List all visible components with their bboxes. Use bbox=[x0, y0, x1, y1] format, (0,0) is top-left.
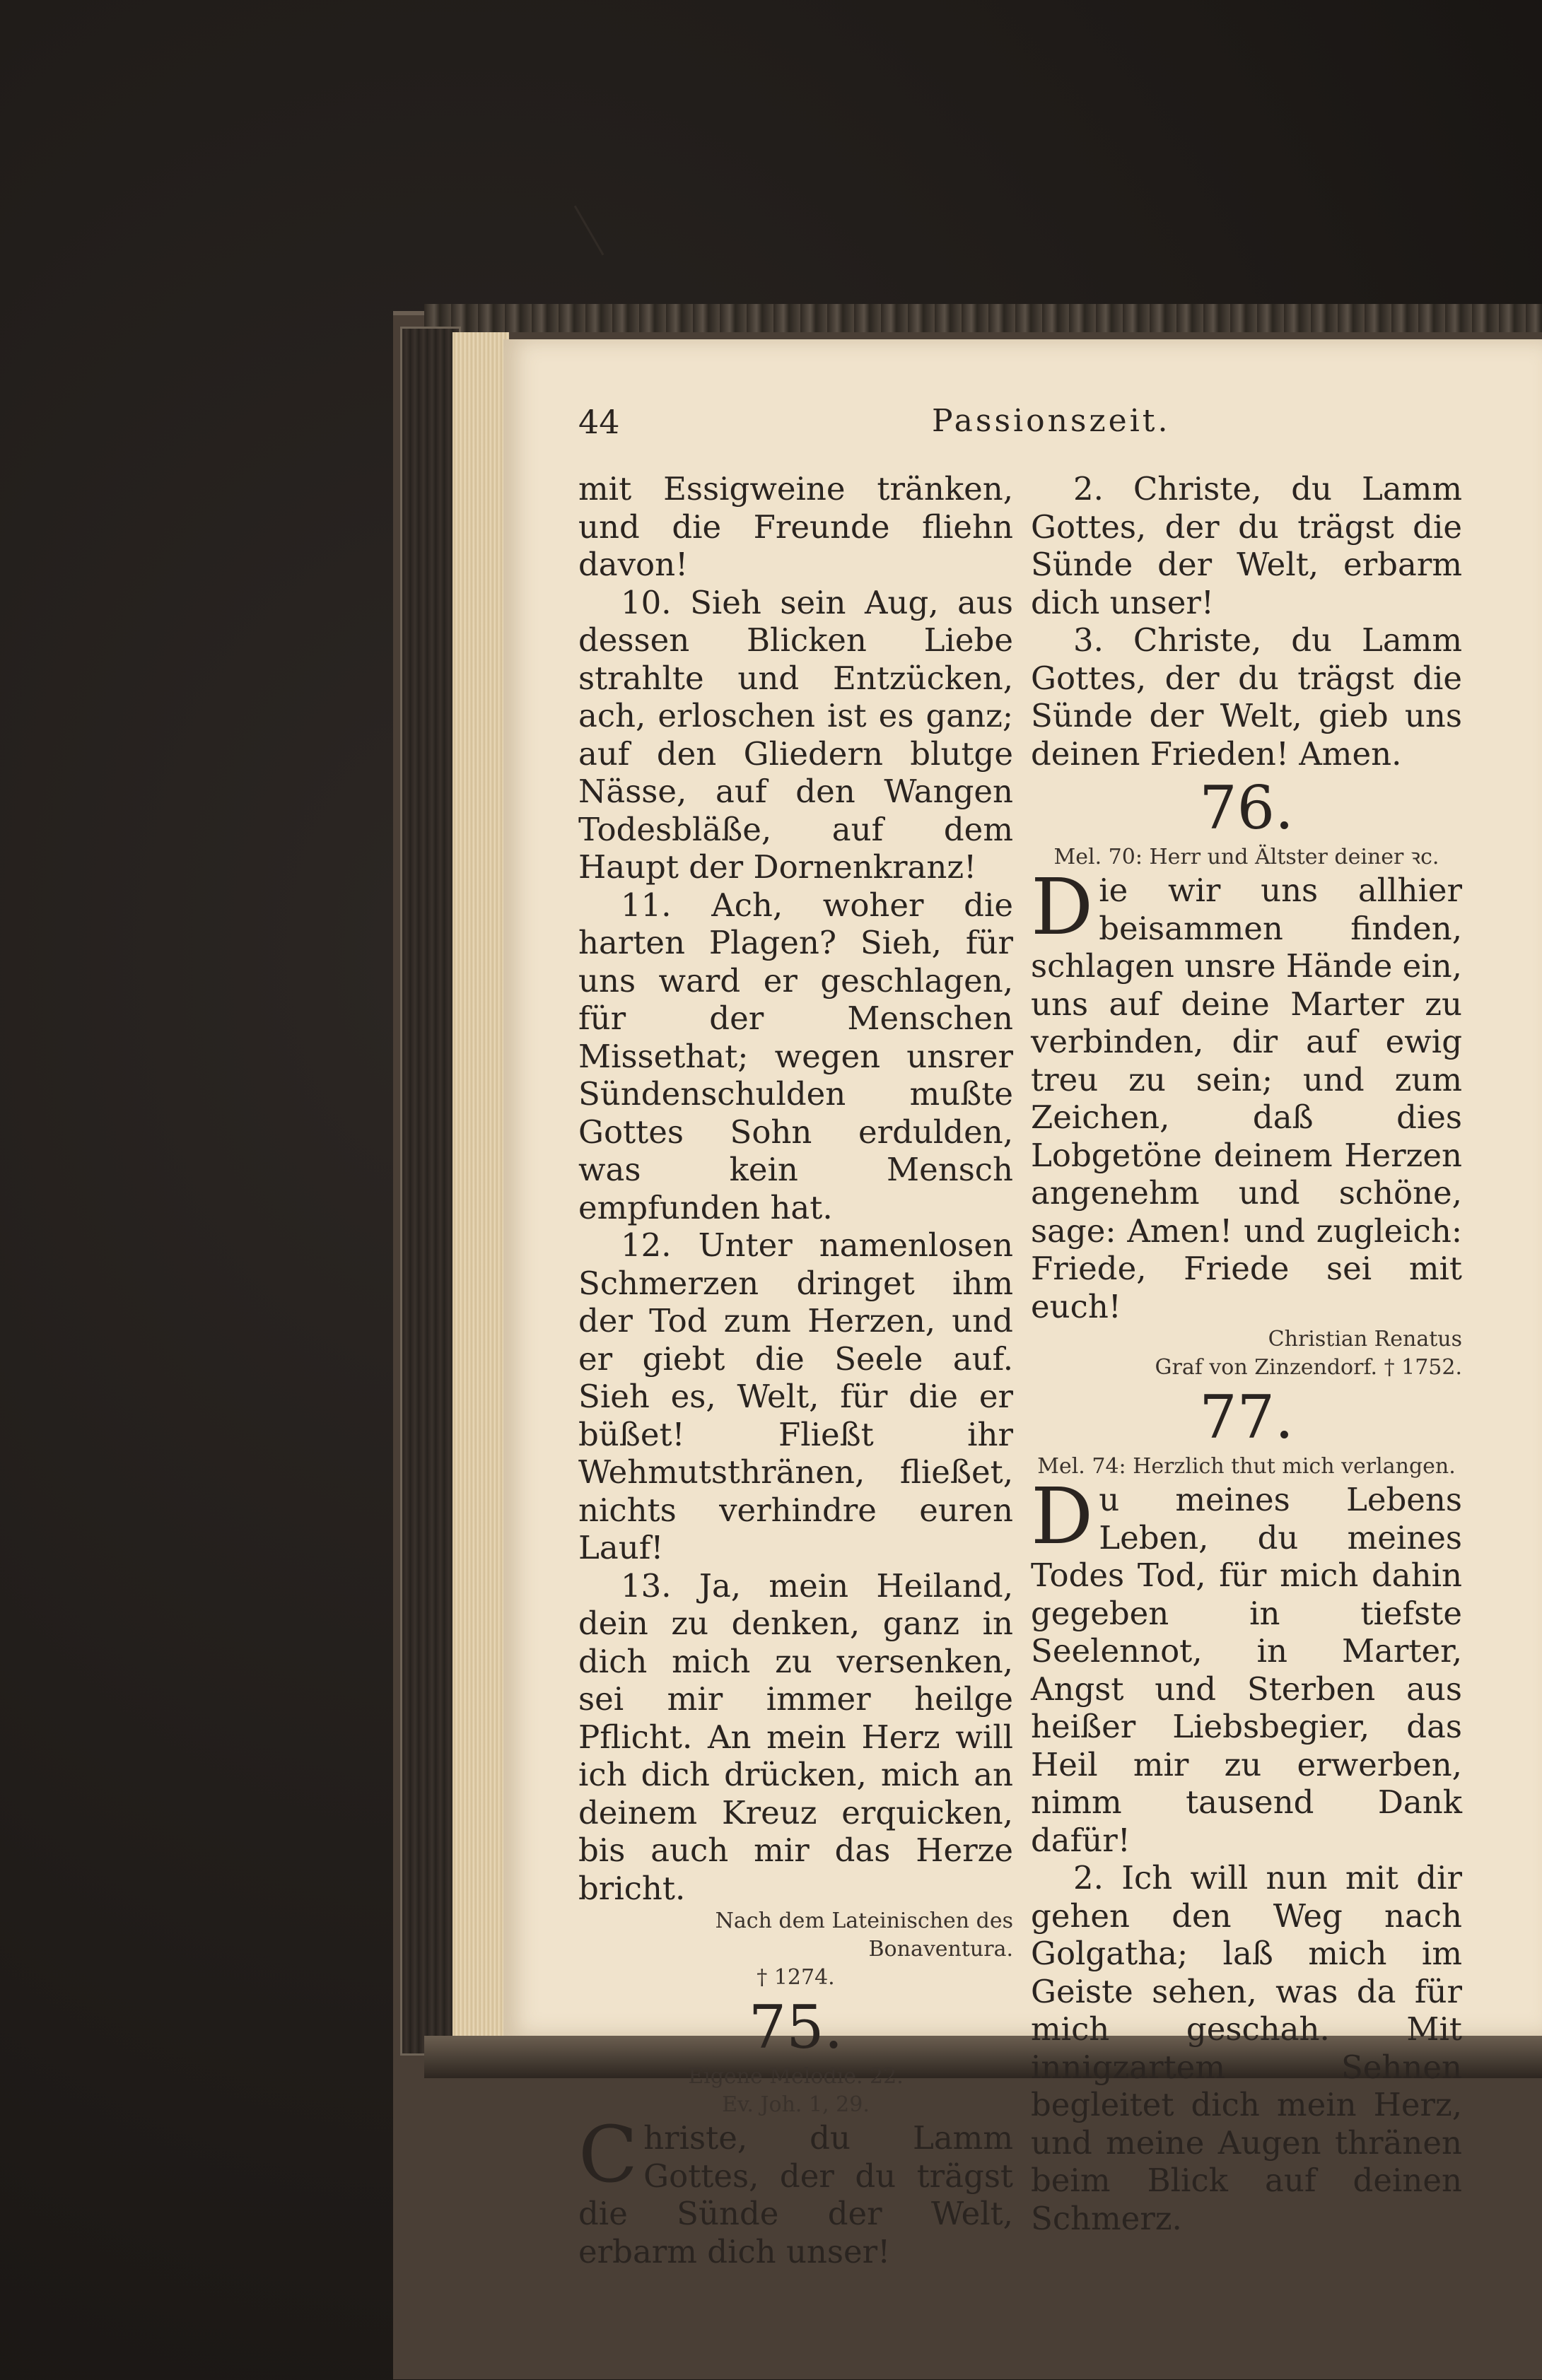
hymn-77-verse-2: 2. Ich will nun mit dir gehen den Weg nach Golgatha; laß mich im Geiste sehen, was da für mich geschah. Mit innigzartem Sehnen begleitet dich mein Herz, und meine Augen thränen beim Blick auf deinen Schmerz. bbox=[1031, 1859, 1462, 2237]
hymn-75-drop-cap: C bbox=[578, 2109, 638, 2200]
hymn-77-number: 77. bbox=[1199, 1383, 1294, 1452]
book-spine-top bbox=[424, 304, 1542, 332]
hymn-76-number: 76. bbox=[1199, 773, 1294, 843]
hymn-75-number: 75. bbox=[748, 1993, 843, 2062]
hymn-75-melody: Eigene Melodie. 22. bbox=[688, 2064, 904, 2089]
hymn-76-text: ie wir uns allhier beisammen finden, schlagen unsre Hände ein, uns auf deine Marter zu verbinden, dir auf ewig treu zu sein; und zum Zeichen, daß dies Lobgetöne deinem Herzen angenehm und schöne, sage: Amen! und zugleich: Friede, Friede sei mit euch! bbox=[1031, 872, 1462, 1325]
right-column bbox=[1031, 470, 1462, 2237]
hymn-77-melody: Mel. 74: Herzlich thut mich verlangen. bbox=[1037, 1454, 1456, 1479]
hymn-75-reference: Ev. Joh. 1, 29. bbox=[722, 2092, 870, 2117]
page-edges bbox=[452, 332, 509, 2043]
hymn-75-text-block bbox=[578, 2109, 1013, 2270]
running-title: Passionszeit. bbox=[932, 403, 1171, 439]
hymn-77-text: u meines Lebens Leben, du meines Todes Tod, für mich dahin gegeben in tiefste Seelennot, in Marter, Angst und Sterben aus heißer Liebsbegier, das Heil mir zu erwerben, nimm tausend Dank dafür! bbox=[1031, 1481, 1462, 1859]
hymn-76-attribution-1: Christian Renatus bbox=[1268, 1327, 1462, 1352]
hymn-75-verse-3: 3. Christe, du Lamm Gottes, der du trägst die Sünde der Welt, gieb uns deinen Frieden! Amen. bbox=[1031, 621, 1462, 773]
verse-12: 12. Unter namenlosen Schmerzen dringet ihm der Tod zum Herzen, und er giebt die Seele auf. Sieh es, Welt, für die er büßet! Fließt ihr Wehmutsthränen, fließet, nichts verhindre euren Lauf! bbox=[578, 1226, 1013, 1566]
hymn-75-text: hriste, du Lamm Gottes, der du trägst die Sünde der Welt, erbarm dich unser! bbox=[578, 2119, 1013, 2270]
hymn-76-drop-cap: D bbox=[1031, 862, 1094, 952]
hymn-76-text-block bbox=[1031, 862, 1462, 1325]
page-number: 44 bbox=[578, 403, 620, 441]
verse-11: 11. Ach, woher die harten Plagen? Sieh, für uns ward er geschlagen, für der Menschen Missethat; wegen unsrer Sündenschulden mußte Gottes Sohn erdulden, was kein Mensch empfunden hat. bbox=[578, 886, 1013, 1226]
verse-10: 10. Sieh sein Aug, aus dessen Blicken Liebe strahlte und Entzücken, ach, erloschen ist es ganz; auf den Gliedern blutge Nässe, auf den Wangen Todesbläße, auf dem Haupt der Dornenkranz! bbox=[578, 583, 1013, 886]
attribution-line-2: † 1274. bbox=[757, 1965, 835, 1990]
page-header bbox=[578, 403, 1462, 452]
hymn-75-verse-2: 2. Christe, du Lamm Gottes, der du trägst die Sünde der Welt, erbarm dich unser! bbox=[1031, 470, 1462, 621]
verse-13: 13. Ja, mein Heiland, dein zu denken, ganz in dich mich zu versenken, sei mir immer heilge Pflicht. An mein Herz will ich dich drücken, mich an deinem Kreuz erquicken, bis auch mir das Herze bricht. bbox=[578, 1566, 1013, 1907]
hymn-77-text-block bbox=[1031, 1471, 1462, 1859]
left-column bbox=[578, 470, 1013, 2270]
verse-continuation: mit Essigweine tränken, und die Freunde fliehn davon! bbox=[578, 470, 1013, 583]
hymn-77-drop-cap: D bbox=[1031, 1471, 1094, 1561]
hymn-76-attribution-2: Graf von Zinzendorf. † 1752. bbox=[1155, 1355, 1462, 1380]
hymn-76-melody: Mel. 70: Herr und Ältster deiner ꝛc. bbox=[1053, 845, 1439, 869]
attribution-line-1: Nach dem Lateinischen des Bonaventura. bbox=[715, 1909, 1013, 1962]
